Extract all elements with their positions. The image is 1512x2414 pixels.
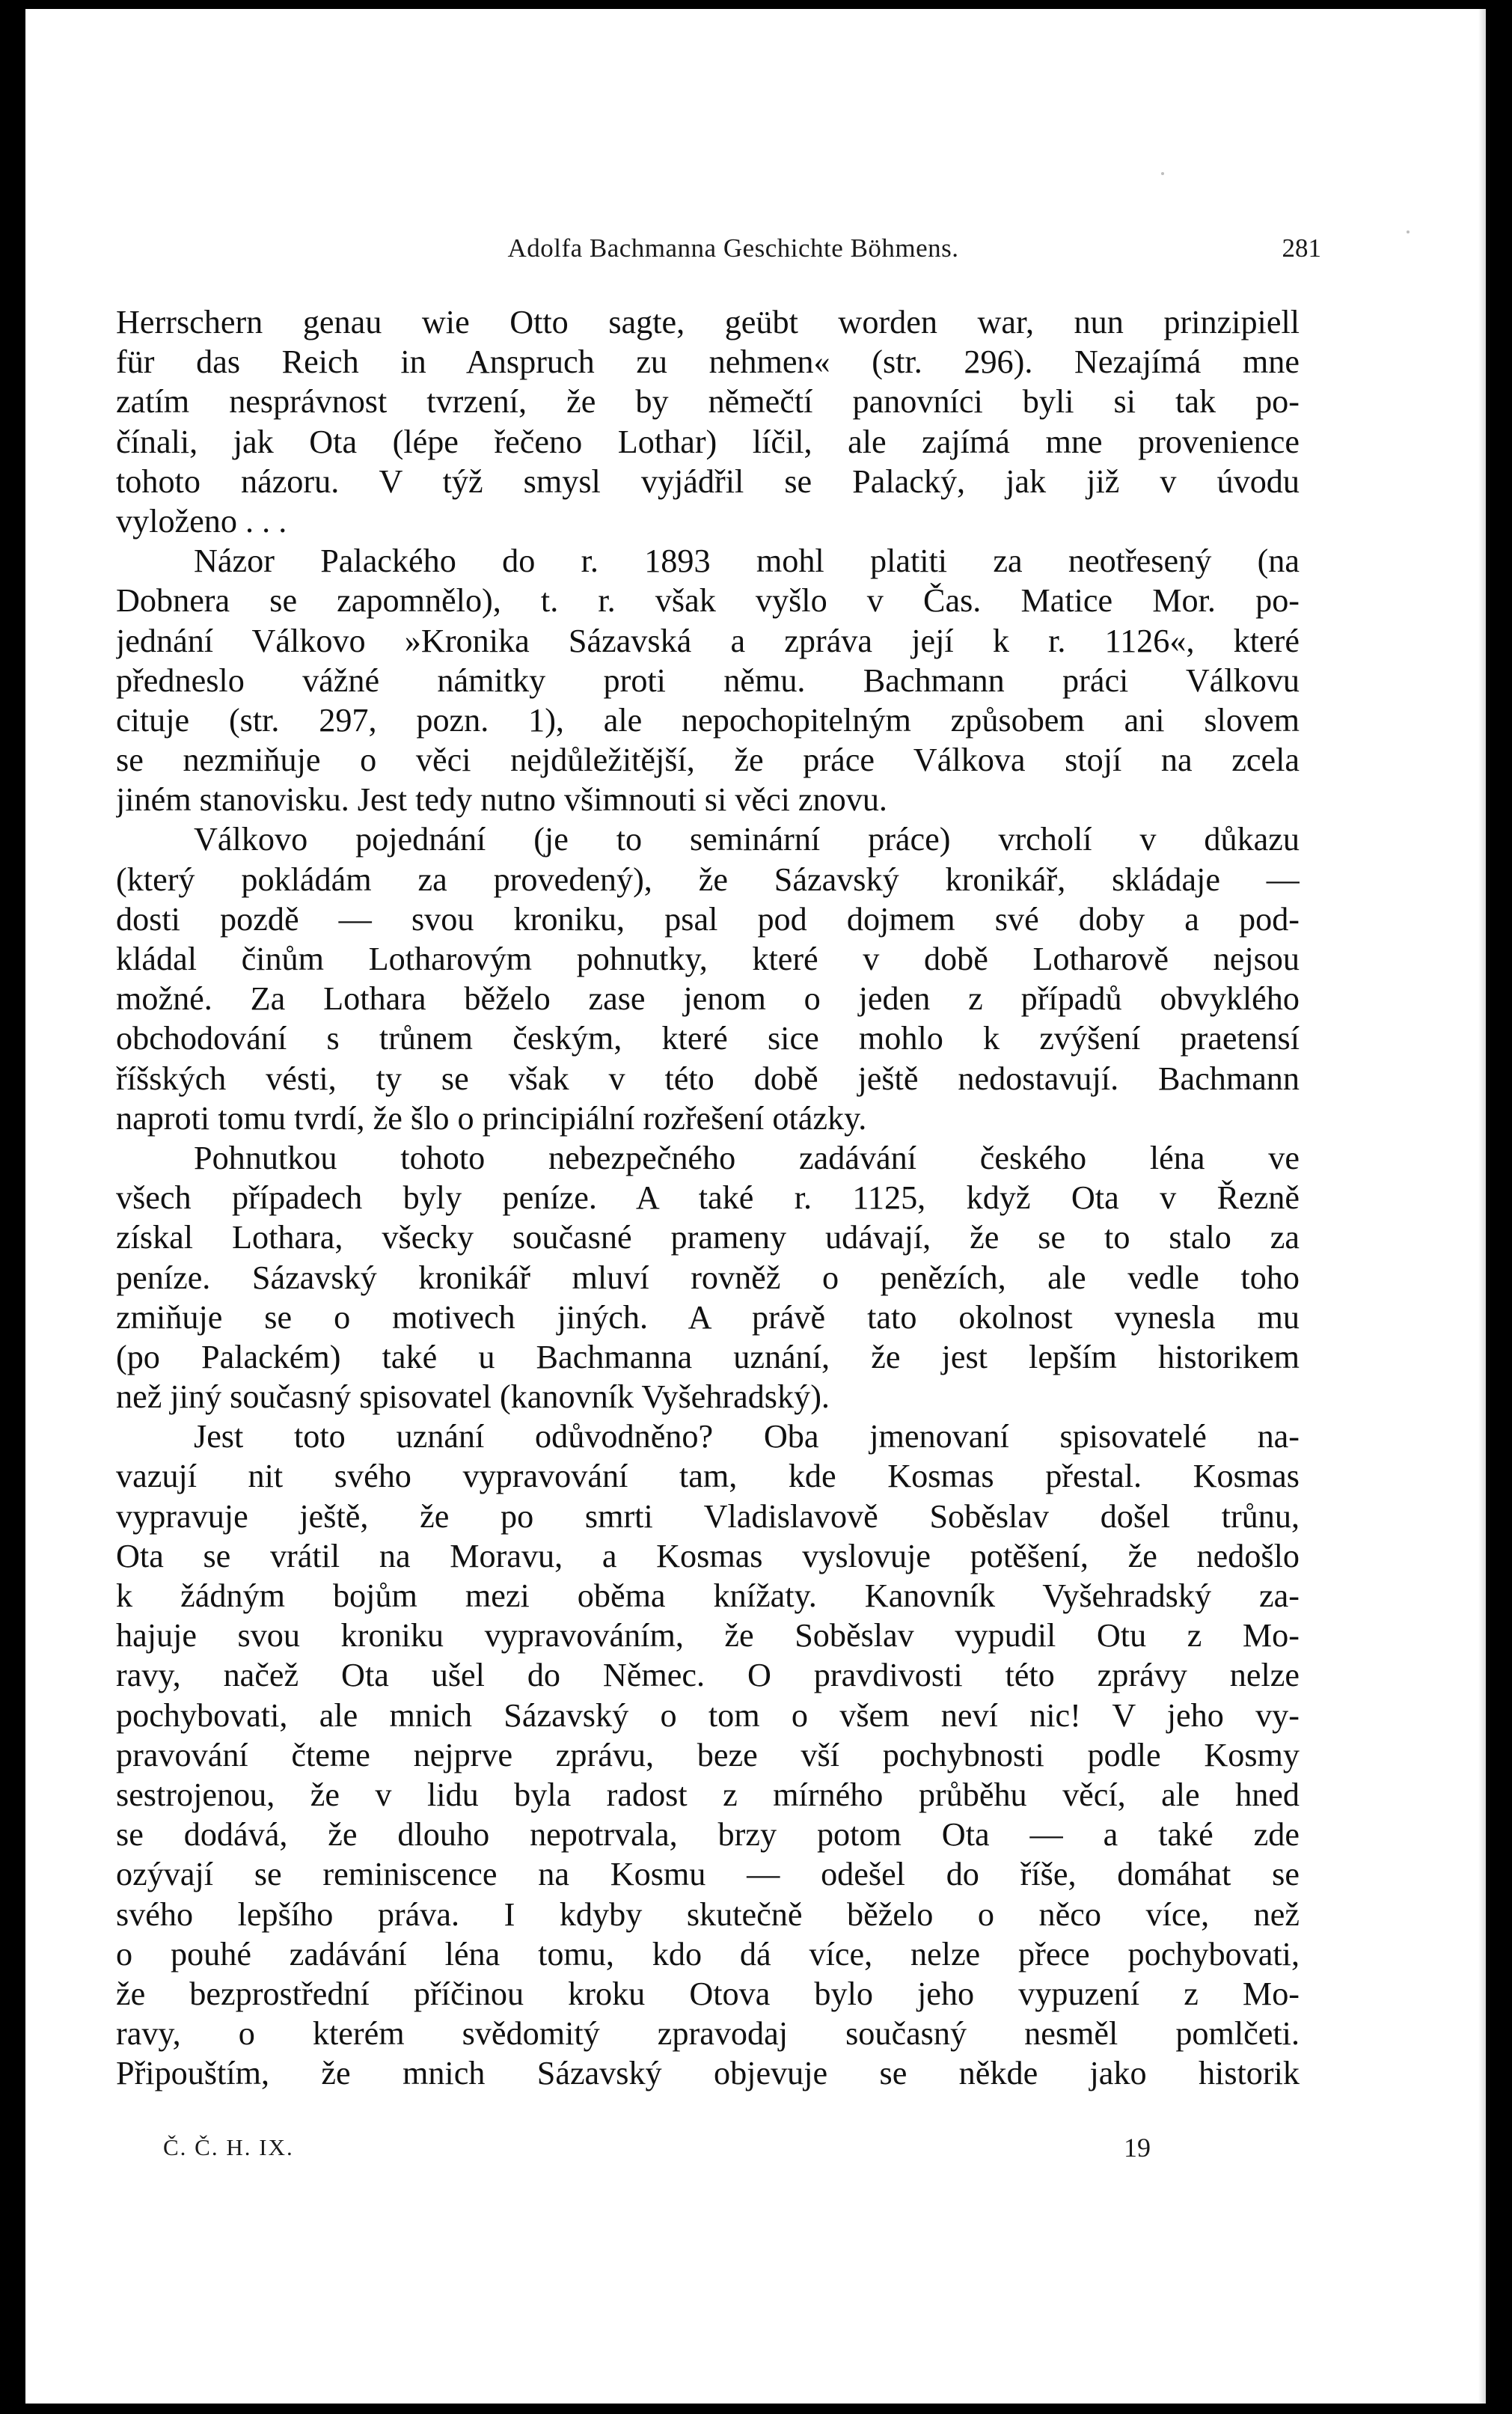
text-line: cituje (str. 297, pozn. 1), ale nepochopitelným způsobem ani slovem — [116, 701, 1300, 739]
text-line: se dodává, že dlouho nepotrvala, brzy potom Ota — a také zde — [116, 1816, 1300, 1854]
text-line: tohoto názoru. V týž smysl vyjádřil se Palacký, jak již v úvodu — [116, 462, 1300, 500]
text-line: jiném stanovisku. Jest tedy nutno všimnouti si věci znovu. — [116, 781, 887, 819]
text-line: obchodování s trůnem českým, které sice mohlo k zvýšení praetensí — [116, 1020, 1300, 1057]
text-line: k žádným bojům mezi oběma knížaty. Kanovník Vyšehradský za- — [116, 1577, 1300, 1614]
text-line: ozývají se reminiscence na Kosmu — odešel do říše, domáhat se — [116, 1856, 1300, 1893]
text-line: dosti pozdě — svou kroniku, psal pod dojmem své doby a pod- — [116, 900, 1300, 938]
page-header — [145, 226, 1321, 271]
text-line: hajuje svou kroniku vypravováním, že Soběslav vypudil Otu z Mo- — [116, 1617, 1300, 1654]
text-line: für das Reich in Anspruch zu nehmen« (str. 296). Nezajímá mne — [116, 343, 1300, 381]
text-line: zmiňuje se o motivech jiných. A právě tato okolnost vynesla mu — [116, 1298, 1300, 1336]
printer-signature: Č. Č. H. IX. — [163, 2134, 294, 2160]
text-line: ravy, načež Ota ušel do Němec. O pravdivosti této zprávy nelze — [116, 1657, 1300, 1694]
text-line: že bezprostřední příčinou kroku Otova bylo jeho vypuzení z Mo- — [116, 1975, 1300, 2012]
paper-speck — [1407, 230, 1410, 233]
text-line: naproti tomu tvrdí, že šlo o principiální rozřešení otázky. — [116, 1099, 867, 1137]
text-line: Jest toto uznání odůvodněno? Oba jmenovaní spisovatelé na- — [194, 1418, 1300, 1455]
text-line: pravování čteme nejprve zprávu, beze vší pochybnosti podle Kosmy — [116, 1736, 1300, 1773]
text-line: Dobnera se zapomnělo), t. r. však vyšlo v Čas. Matice Mor. po- — [116, 582, 1300, 620]
text-line: vyloženo . . . — [116, 502, 287, 540]
text-line: svého lepšího práva. I kdyby skutečně běželo o něco více, než — [116, 1895, 1300, 1933]
sheet-number: 19 — [1124, 2133, 1151, 2163]
text-line: Názor Palackého do r. 1893 mohl platiti za neotřesený (na — [194, 543, 1300, 580]
body-text — [116, 302, 1300, 2093]
text-line: všech případech byly peníze. A také r. 1125, když Ota v Řezně — [116, 1179, 1300, 1217]
text-line: se nezmiňuje o věci nejdůležitější, že práce Válkova stojí na zcela — [116, 742, 1300, 779]
text-line: o pouhé zadávání léna tomu, kdo dá více, nelze přece pochybovati, — [116, 1935, 1300, 1973]
text-line: získal Lothara, všecky současné prameny udávají, že se to stalo za — [116, 1219, 1300, 1256]
text-line: vazují nit svého vypravování tam, kde Kosmas přestal. Kosmas — [116, 1458, 1300, 1495]
text-line: pochybovati, ale mnich Sázavský o tom o všem neví nic! V jeho vy- — [116, 1696, 1300, 1734]
text-line: (po Palackém) také u Bachmanna uznání, že jest lepším historikem — [116, 1338, 1300, 1375]
text-line: Pohnutkou tohoto nebezpečného zadávání českého léna ve — [194, 1139, 1300, 1176]
text-line: Ota se vrátil na Moravu, a Kosmas vyslovuje potěšení, že nedošlo — [116, 1537, 1300, 1574]
text-line: Válkovo pojednání (je to seminární práce) vrcholí v důkazu — [194, 821, 1300, 858]
text-line: čínali, jak Ota (lépe řečeno Lothar) líčil, ale zajímá mne provenience — [116, 423, 1300, 460]
page-edge-shadow — [1478, 9, 1486, 2404]
text-line: ravy, o kterém svědomitý zpravodaj současný nesměl pomlčeti. — [116, 2015, 1300, 2053]
running-head: Adolfa Bachmanna Geschichte Böhmens. — [507, 233, 959, 263]
text-line: říšských vésti, ty se však v této době ještě nedostavují. Bachmann — [116, 1060, 1300, 1097]
text-line: možné. Za Lothara běželo zase jenom o jeden z případů obvyklého — [116, 980, 1300, 1018]
text-line: než jiný současný spisovatel (kanovník Vyšehradský). — [116, 1378, 830, 1416]
text-line: vypravuje ještě, že po smrti Vladislavově Soběslav došel trůnu, — [116, 1497, 1300, 1535]
text-line: předneslo vážné námitky proti němu. Bachmann práci Válkovu — [116, 661, 1300, 699]
text-line: zatím nesprávnost tvrzení, že by němečtí panovníci byli si tak po- — [116, 383, 1300, 421]
text-line: jednání Válkovo »Kronika Sázavská a zpráva její k r. 1126«, které — [116, 622, 1300, 659]
paper-speck — [1161, 172, 1164, 175]
text-line: (který pokládám za provedený), že Sázavský kronikář, skládaje — — [116, 861, 1300, 898]
text-line: Herrschern genau wie Otto sagte, geübt worden war, nun prinzipiell — [116, 304, 1300, 340]
page-footer — [163, 2127, 1151, 2169]
page-number: 281 — [1282, 233, 1321, 263]
text-line: peníze. Sázavský kronikář mluví rovněž o penězích, ale vedle toho — [116, 1259, 1300, 1296]
text-line: Připouštím, že mnich Sázavský objevuje se někde jako historik — [116, 2055, 1300, 2092]
text-line: kládal činům Lotharovým pohnutky, které v době Lotharově nejsou — [116, 941, 1300, 977]
text-line: sestrojenou, že v lidu byla radost z mírného průběhu věcí, ale hned — [116, 1776, 1300, 1813]
